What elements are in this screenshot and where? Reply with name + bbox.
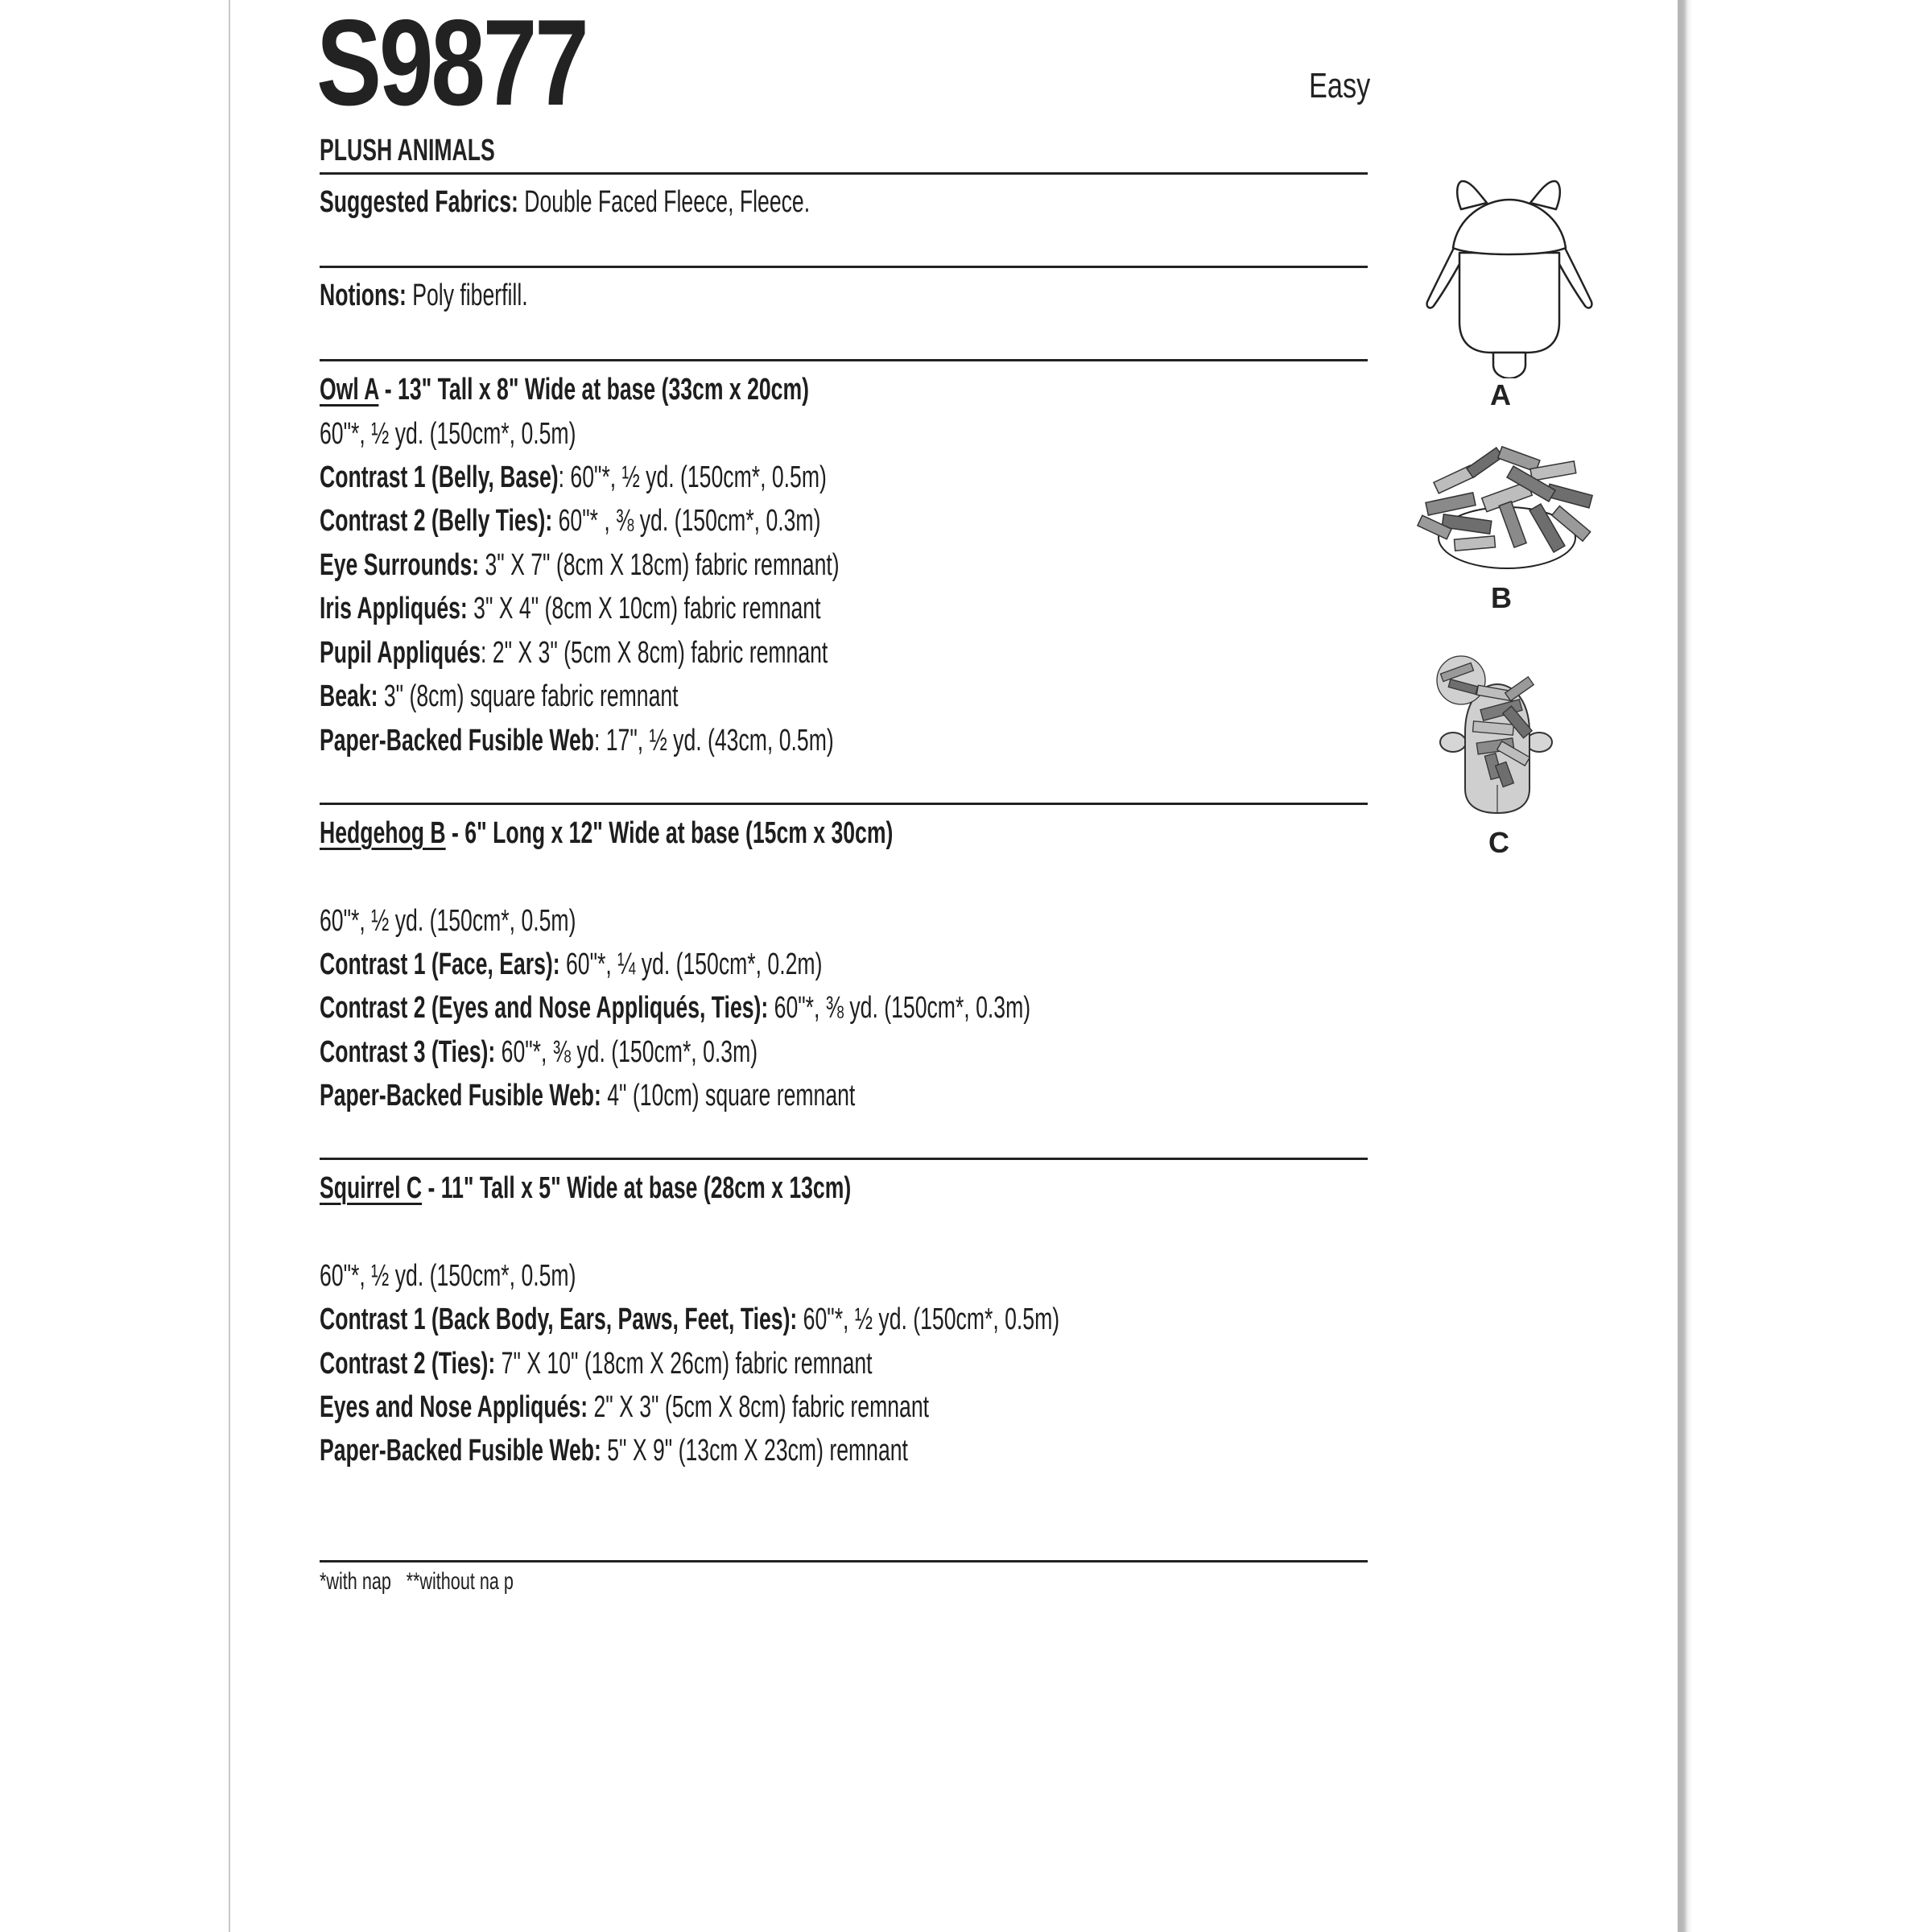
requirement-value: 60"*, ½ yd. (150cm*, 0.5m) [320, 1259, 576, 1293]
view-dimensions: - 11" Tall x 5" Wide at base (28cm x 13cm) [422, 1171, 852, 1205]
divider [320, 1560, 1368, 1563]
requirement-row [320, 1037, 945, 1067]
requirement-value: 3" (8cm) square fabric remnant [378, 679, 679, 713]
divider [320, 172, 1368, 175]
requirement-row [320, 1392, 1190, 1422]
requirement-value: 3" X 7" (8cm X 18cm) fabric remnant) [479, 548, 840, 582]
difficulty-label [1309, 66, 1388, 106]
requirement-row [320, 949, 1038, 980]
requirement-row [320, 638, 1046, 668]
requirement-row [320, 681, 832, 712]
requirement-label: Paper-Backed Fusible Web: [320, 1079, 601, 1113]
divider [320, 359, 1368, 361]
requirement-label: Contrast 2 (Eyes and Nose Appliqués, Ties): [320, 991, 769, 1025]
view-heading-hedgehog-b [320, 818, 1139, 848]
view-name: Owl A [320, 373, 379, 407]
view-name: Squirrel C [320, 1171, 423, 1205]
requirement-row [320, 906, 686, 936]
hedgehog-illustration-icon [1410, 441, 1600, 578]
requirement-value: 60"* , ⅜ yd. (150cm*, 0.3m) [552, 504, 821, 538]
pattern-number [316, 0, 654, 131]
illustration-label-c: C [1488, 826, 1509, 859]
suggested-fabrics-label: Suggested Fabrics: [320, 185, 518, 219]
requirement-label: Paper-Backed Fusible Web: [320, 1434, 601, 1468]
notions-label: Notions: [320, 279, 407, 312]
requirement-value: 2" X 3" (5cm X 8cm) fabric remnant [588, 1390, 930, 1424]
view-name: Hedgehog B [320, 816, 446, 850]
requirement-row [320, 462, 1044, 493]
requirement-row [320, 506, 1035, 536]
requirement-value: 3" X 4" (8cm X 10cm) fabric remnant [467, 592, 821, 625]
requirement-value: 60"*, ⅜ yd. (150cm*, 0.3m) [495, 1035, 758, 1069]
divider [320, 1158, 1368, 1160]
pattern-title-text: PLUSH ANIMALS [320, 134, 495, 167]
pattern-number-text: S9877 [316, 0, 587, 131]
suggested-fabrics-value: Double Faced Fleece, Fleece. [518, 185, 811, 219]
owl-illustration-icon [1413, 169, 1606, 378]
requirement-value: : 60"*, ½ yd. (150cm*, 0.5m) [558, 460, 827, 494]
requirement-label: Contrast 1 (Face, Ears): [320, 947, 560, 981]
requirement-label: Iris Appliqués: [320, 592, 468, 625]
requirement-row [320, 1435, 1160, 1466]
view-dimensions: - 6" Long x 12" Wide at base (15cm x 30cm) [445, 816, 894, 850]
requirement-row [320, 419, 686, 449]
requirement-label: Contrast 1 (Belly, Base) [320, 460, 559, 494]
requirement-label: Eye Surrounds: [320, 548, 480, 582]
requirement-row [320, 550, 1062, 580]
requirement-label: Beak: [320, 679, 378, 713]
pattern-title [320, 134, 570, 168]
requirement-row [320, 593, 1035, 624]
suggested-fabrics [320, 187, 1020, 217]
footnotes [320, 1568, 589, 1596]
requirement-value: : 2" X 3" (5cm X 8cm) fabric remnant [481, 636, 828, 670]
requirement-value: 7" X 10" (18cm X 26cm) fabric remnant [495, 1347, 873, 1381]
requirement-row [320, 993, 1335, 1023]
footnote-without-nap: **without na p [406, 1568, 514, 1595]
requirement-label: Pupil Appliqués [320, 636, 481, 670]
requirement-row [320, 1261, 686, 1291]
requirement-value: 60"*, ¼ yd. (150cm*, 0.2m) [559, 947, 823, 981]
requirement-label: Paper-Backed Fusible Web [320, 724, 594, 758]
requirement-value: 5" X 9" (13cm X 23cm) remnant [601, 1434, 908, 1468]
illustration-label-a: A [1490, 378, 1511, 411]
requirement-row [320, 1348, 1109, 1379]
requirement-value: 60"*, ½ yd. (150cm*, 0.5m) [320, 417, 576, 451]
view-heading-squirrel-c [320, 1173, 1079, 1203]
requirement-label: Contrast 2 (Belly Ties): [320, 504, 553, 538]
squirrel-illustration-icon [1433, 652, 1562, 817]
requirement-label: Eyes and Nose Appliqués: [320, 1390, 588, 1424]
requirement-row [320, 1080, 1084, 1111]
requirement-label: Contrast 2 (Ties): [320, 1347, 496, 1381]
view-dimensions: - 13" Tall x 8" Wide at base (33cm x 20cm) [378, 373, 809, 407]
requirement-label: Contrast 3 (Ties): [320, 1035, 496, 1069]
divider [320, 803, 1368, 805]
divider [320, 266, 1368, 268]
requirement-value: 4" (10cm) square remnant [601, 1079, 856, 1113]
requirement-value: 60"*, ½ yd. (150cm*, 0.5m) [797, 1302, 1060, 1336]
requirement-label: Contrast 1 (Back Body, Ears, Paws, Feet, Ties): [320, 1302, 798, 1336]
notions [320, 280, 617, 311]
requirement-row [320, 1304, 1377, 1335]
page-edge-right [1678, 0, 1687, 1932]
requirement-row [320, 725, 1054, 756]
view-heading-owl-a [320, 374, 1019, 405]
illustration-label-b: B [1491, 581, 1512, 614]
requirement-value: 60"*, ⅜ yd. (150cm*, 0.3m) [768, 991, 1031, 1025]
notions-value: Poly fiberfill. [406, 279, 528, 312]
page-edge-left [229, 0, 230, 1932]
requirement-value: 60"*, ½ yd. (150cm*, 0.5m) [320, 904, 576, 938]
difficulty-text: Easy [1309, 66, 1371, 105]
footnote-with-nap: *with nap [320, 1568, 391, 1595]
requirement-value: : 17", ½ yd. (43cm, 0.5m) [593, 724, 834, 758]
